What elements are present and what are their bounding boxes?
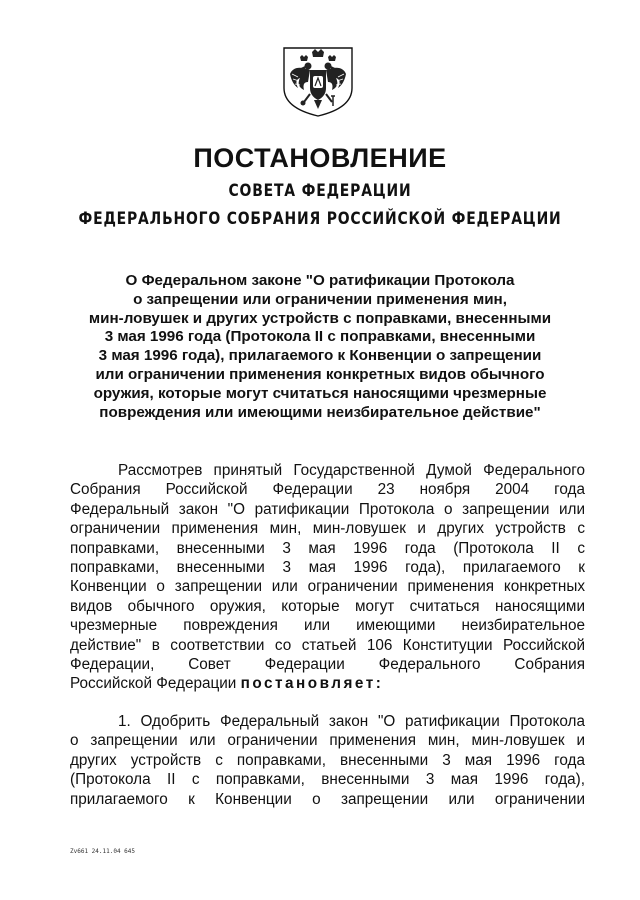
document-title: ПОСТАНОВЛЕНИЕ xyxy=(193,143,447,173)
subject-line: оружия, которые могут считаться наносящими чрезмерные xyxy=(93,384,547,402)
document-subtitle-assembly: ФЕДЕРАЛЬНОГО СОБРАНИЯ РОССИЙСКОЙ ФЕДЕРАЦИИ xyxy=(78,209,562,229)
paragraph-line: Конвенции о запрещении или ограничении применения конкретных xyxy=(70,578,585,596)
body-paragraph-item-1 xyxy=(70,712,585,809)
subject-line: 3 мая 1996 года), прилагаемого к Конвенции о запрещении xyxy=(98,347,542,365)
paragraph-line: Собрания Российской Федерации 23 ноября 2004 года xyxy=(70,481,585,499)
document-subtitle-council: СОВЕТА ФЕДЕРАЦИИ xyxy=(228,181,412,201)
resolution-keyword: постановляет xyxy=(240,675,376,693)
subject-line: 3 мая 1996 года (Протокола II с поправками, внесенными xyxy=(104,328,536,346)
paragraph-line: Федеральный закон "О ратификации Протокола о запрещении или xyxy=(70,500,585,518)
paragraph-line: (Протокола II с поправками, внесенными 3 мая 1996 года), xyxy=(70,771,585,789)
paragraph-line: прилагаемого к Конвенции о запрещении или ограничении xyxy=(70,790,585,808)
paragraph-line: поправками, внесенными 3 мая 1996 года), прилагаемого к xyxy=(70,559,585,577)
subject-line: о запрещении или ограничении применения мин, xyxy=(133,290,507,308)
paragraph-line: 1. Одобрить Федеральный закон "О ратификации Протокола xyxy=(118,713,585,730)
russian-coat-of-arms-icon xyxy=(280,44,356,118)
document-subject xyxy=(70,272,570,422)
body-paragraph-preamble xyxy=(70,461,585,694)
document-footer-code: Zv661 24.11.04 645 xyxy=(70,848,136,855)
paragraph-line: поправками, внесенными 3 мая 1996 года (Протокола II с xyxy=(70,539,585,557)
paragraph-line: видов обычного оружия, которые могут считаться наносящими xyxy=(70,597,585,615)
subject-line: или ограничении применения конкретных видов обычного xyxy=(95,365,545,383)
paragraph-line: действие" в соответствии со статьей 106 Конституции Российской xyxy=(70,636,585,654)
paragraph-line: чрезмерные повреждения или имеющими неизбирательное xyxy=(70,617,585,635)
resolution-prefix: Российской Федерации xyxy=(70,675,237,693)
subject-line: мин-ловушек и других устройств с поправками, внесенными xyxy=(88,309,552,327)
paragraph-line: Федерации, Совет Федерации Федерального Собрания xyxy=(70,656,585,674)
paragraph-line: других устройств с поправками, внесенными 3 мая 1996 года xyxy=(70,751,585,769)
subject-line: повреждения или имеющими неизбирательное действие" xyxy=(99,403,541,421)
resolution-colon: : xyxy=(375,675,384,693)
paragraph-line: Рассмотрев принятый Государственной Думой Федерального xyxy=(118,462,585,479)
paragraph-line-resolution xyxy=(70,674,585,693)
subject-line: О Федеральном законе "О ратификации Протокола xyxy=(125,272,515,289)
paragraph-line: о запрещении или ограничении применения мин, мин-ловушек и xyxy=(70,732,585,750)
paragraph-line: ограничении применения мин, мин-ловушек и других устройств с xyxy=(70,520,585,538)
